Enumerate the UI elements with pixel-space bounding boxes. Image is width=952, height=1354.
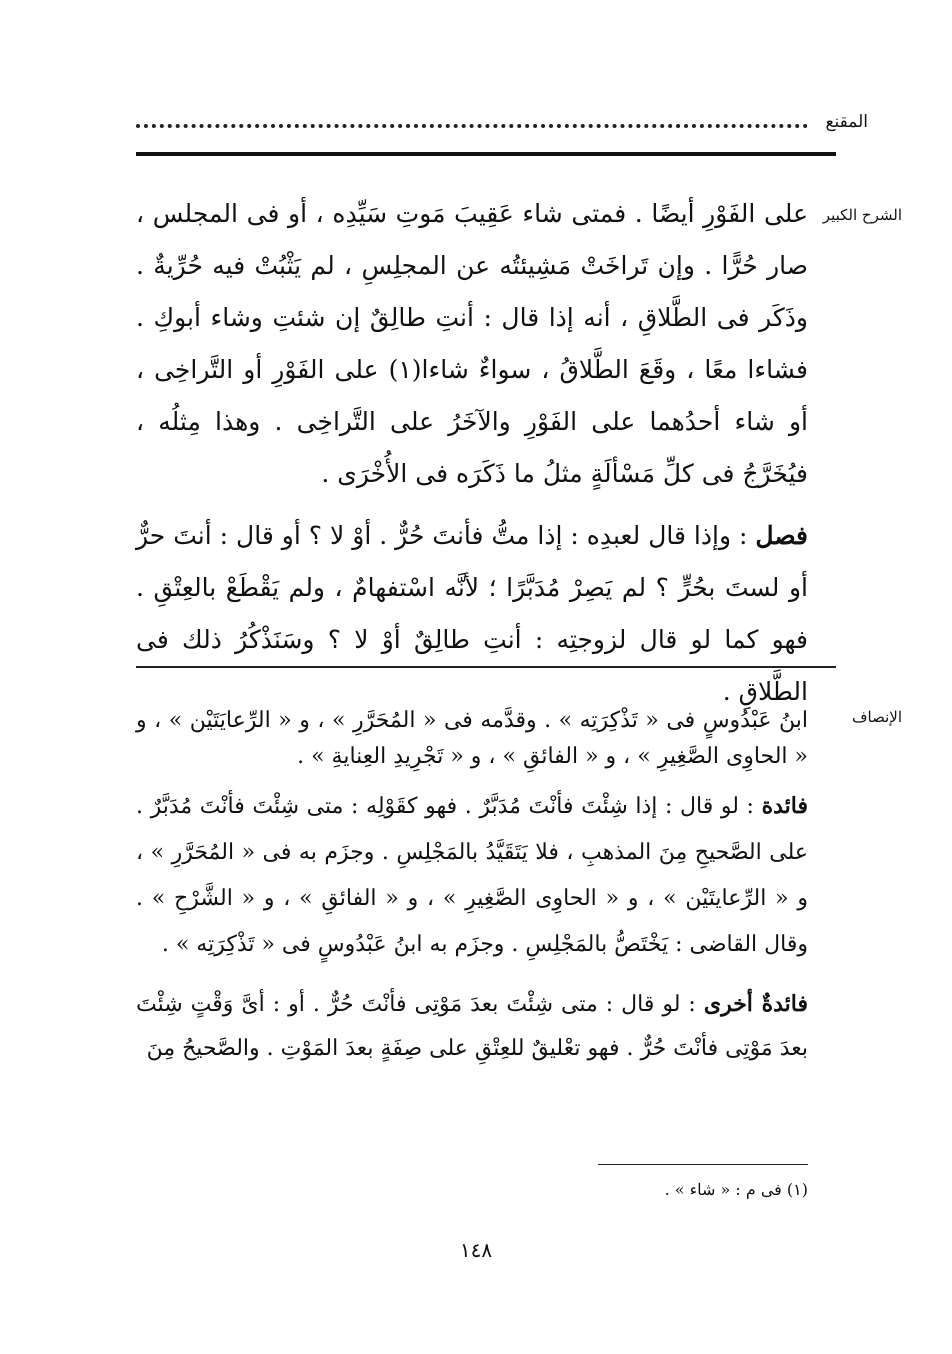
fasl-text: : وإذا قال لعبدِه : إذا متُّ فأنتَ حُرٌّ . أوْ لا ؟ أو قال : أنتَ حرٌّ أو لستَ بحُرٍّ ؟ لم يَصِرْ مُدَبَّرًا ؛ لأنَّه اسْتفهامٌ ، ولم يَقْطَعْ بالعِتْقِ . فهو كما لو قال لزوجتِه : أنتِ طالِقٌ أوْ لا ؟ وسَنَذْكُرُ ذلك فى الطَّلاقِ .	[136, 521, 808, 706]
sharh-paragraph-2	[136, 510, 808, 718]
faida-heading-1: فائدة	[761, 793, 808, 819]
faida-text-2: : لو قال : متى شِئْتَ بعدَ مَوْتِى فأنْتَ حُرٌّ . أو : أىَّ وَقْتٍ شِئْتَ بعدَ مَوْتِى فأنْتَ حُرٌّ . فهو تعْليقٌ للعِتْقِ على صِفَةٍ بعدَ المَوْتِ . والصَّحيحُ مِنَ	[136, 992, 808, 1061]
header-rule	[136, 152, 836, 156]
insaf-intro: ابنُ عَبْدُوسٍ فى « تَذْكِرَتِه » . وقدَّمه فى « المُحَرَّرِ » ، و « الرِّعايَتَيْن » ، و « الحاوِى الصَّغِيرِ » ، و « الفائقِ » ، و « تَجْرِيدِ العِنايةِ » .	[136, 708, 808, 769]
faida-paragraph-1	[136, 783, 808, 968]
section-divider	[136, 666, 836, 668]
running-title: المقنع	[825, 112, 868, 132]
faida-heading-2: فائدةٌ أخرى	[703, 991, 808, 1017]
page-number: ١٤٨	[459, 1238, 493, 1262]
footnote: (١) فى م : « شاء » .	[664, 1180, 808, 1199]
sharh-text-block	[136, 188, 808, 718]
sharh-paragraph-1: على الفَوْرِ أيضًا . فمتى شاء عَقِيبَ مَوتِ سَيِّدِه ، أو فى المجلس ، صار حُرًّا . وإن تَراخَتْ مَشِيئتُه عن المجلِسِ ، لم يَثْبُتْ فيه حُرِّيةٌ . وذَكَر فى الطَّلاقِ ، أنه إذا قال : أنتِ طالِقٌ إن شئتِ وشاء أبوكِ . فشاءا معًا ، وقَعَ الطَّلاقُ ، سواءٌ شاءا(١) على الفَوْرِ أو التَّراخِى ، أو شاء أحدُهما على الفَوْرِ والآخَرُ على التَّراخِى . وهذا مِثلُه ، فيُخَرَّجُ فى كلِّ مَسْألَةٍ مثلُ ما ذَكَرَه فى الأُخْرَى .	[136, 199, 808, 488]
footnote-rule	[598, 1164, 808, 1165]
faida-text-1: : لو قال : إذا شِئْتَ فأنْتَ مُدَبَّرٌ . فهو كقَوْلِه : متى شِئْتَ فأنْتَ مُدَبَّرٌ . على الصَّحيحِ مِنَ المذهبِ ، فلا يَتَقَيَّدُ بالمَجْلِسِ . وجزَم به فى « المُحَرَّرِ » ، و « الرِّعايتَيْن » ، و « الحاوِى الصَّغِيرِ » ، و « الفائقِ » ، و « الشَّرْحِ » . وقال القاضى : يَخْتَصُّ بالمَجْلِسِ . وجزَم به ابنُ عَبْدُوسٍ فى « تَذْكِرَتِه » .	[136, 794, 808, 957]
faida-paragraph-2	[136, 982, 808, 1071]
fasl-heading: فصل	[755, 521, 808, 550]
insaf-label: الإنصاف	[851, 708, 902, 726]
sharh-label: الشرح الكبير	[822, 206, 902, 224]
insaf-text-block	[136, 703, 808, 1071]
header-dotted-leader	[136, 104, 808, 128]
